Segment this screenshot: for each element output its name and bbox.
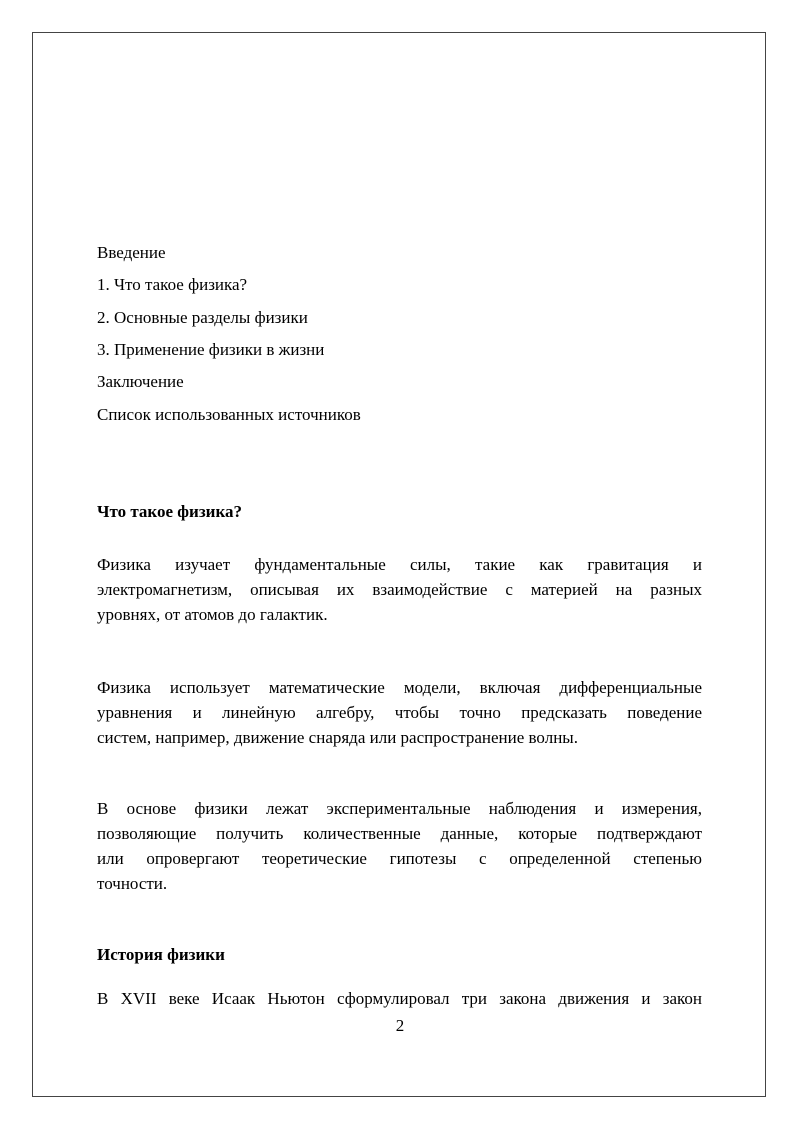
paragraph-line: Физика использует математические модели, включая дифференциальные: [97, 678, 702, 697]
toc-item-intro: Введение: [97, 243, 166, 262]
paragraph-line: точности.: [97, 874, 168, 893]
paragraph-line: Физика изучает фундаментальные силы, такие как гравитация и: [97, 555, 702, 574]
paragraph-line: или опровергают теоретические гипотезы с определенной степенью: [97, 849, 702, 868]
paragraph-fundamental-forces: [97, 552, 702, 627]
paragraph-line: позволяющие получить количественные данные, которые подтверждают: [97, 824, 702, 843]
section-heading-what-is-physics: Что такое физика?: [97, 502, 242, 521]
page-number: 2: [395, 1016, 405, 1035]
toc-item-main-branches: 2. Основные разделы физики: [97, 308, 308, 327]
paragraph-line: уровнях, от атомов до галактик.: [97, 605, 328, 624]
paragraph-line: уравнения и линейную алгебру, чтобы точно предсказать поведение: [97, 703, 702, 722]
paragraph-newton: [97, 986, 702, 1011]
toc-item-applications: 3. Применение физики в жизни: [97, 340, 325, 359]
paragraph-mathematical-models: [97, 675, 702, 750]
toc-item-what-is-physics: 1. Что такое физика?: [97, 275, 248, 294]
paragraph-line: систем, например, движение снаряда или распространение волны.: [97, 728, 578, 747]
toc-item-references: Список использованных источников: [97, 405, 361, 424]
paragraph-line: В основе физики лежат экспериментальные наблюдения и измерения,: [97, 799, 702, 818]
paragraph-line: В XVII веке Исаак Ньютон сформулировал три закона движения и закон: [97, 989, 702, 1008]
paragraph-experimental-observations: [97, 796, 702, 896]
section-heading-history-of-physics: История физики: [97, 945, 225, 964]
toc-item-conclusion: Заключение: [97, 372, 184, 391]
paragraph-line: электромагнетизм, описывая их взаимодействие с материей на разных: [97, 580, 702, 599]
